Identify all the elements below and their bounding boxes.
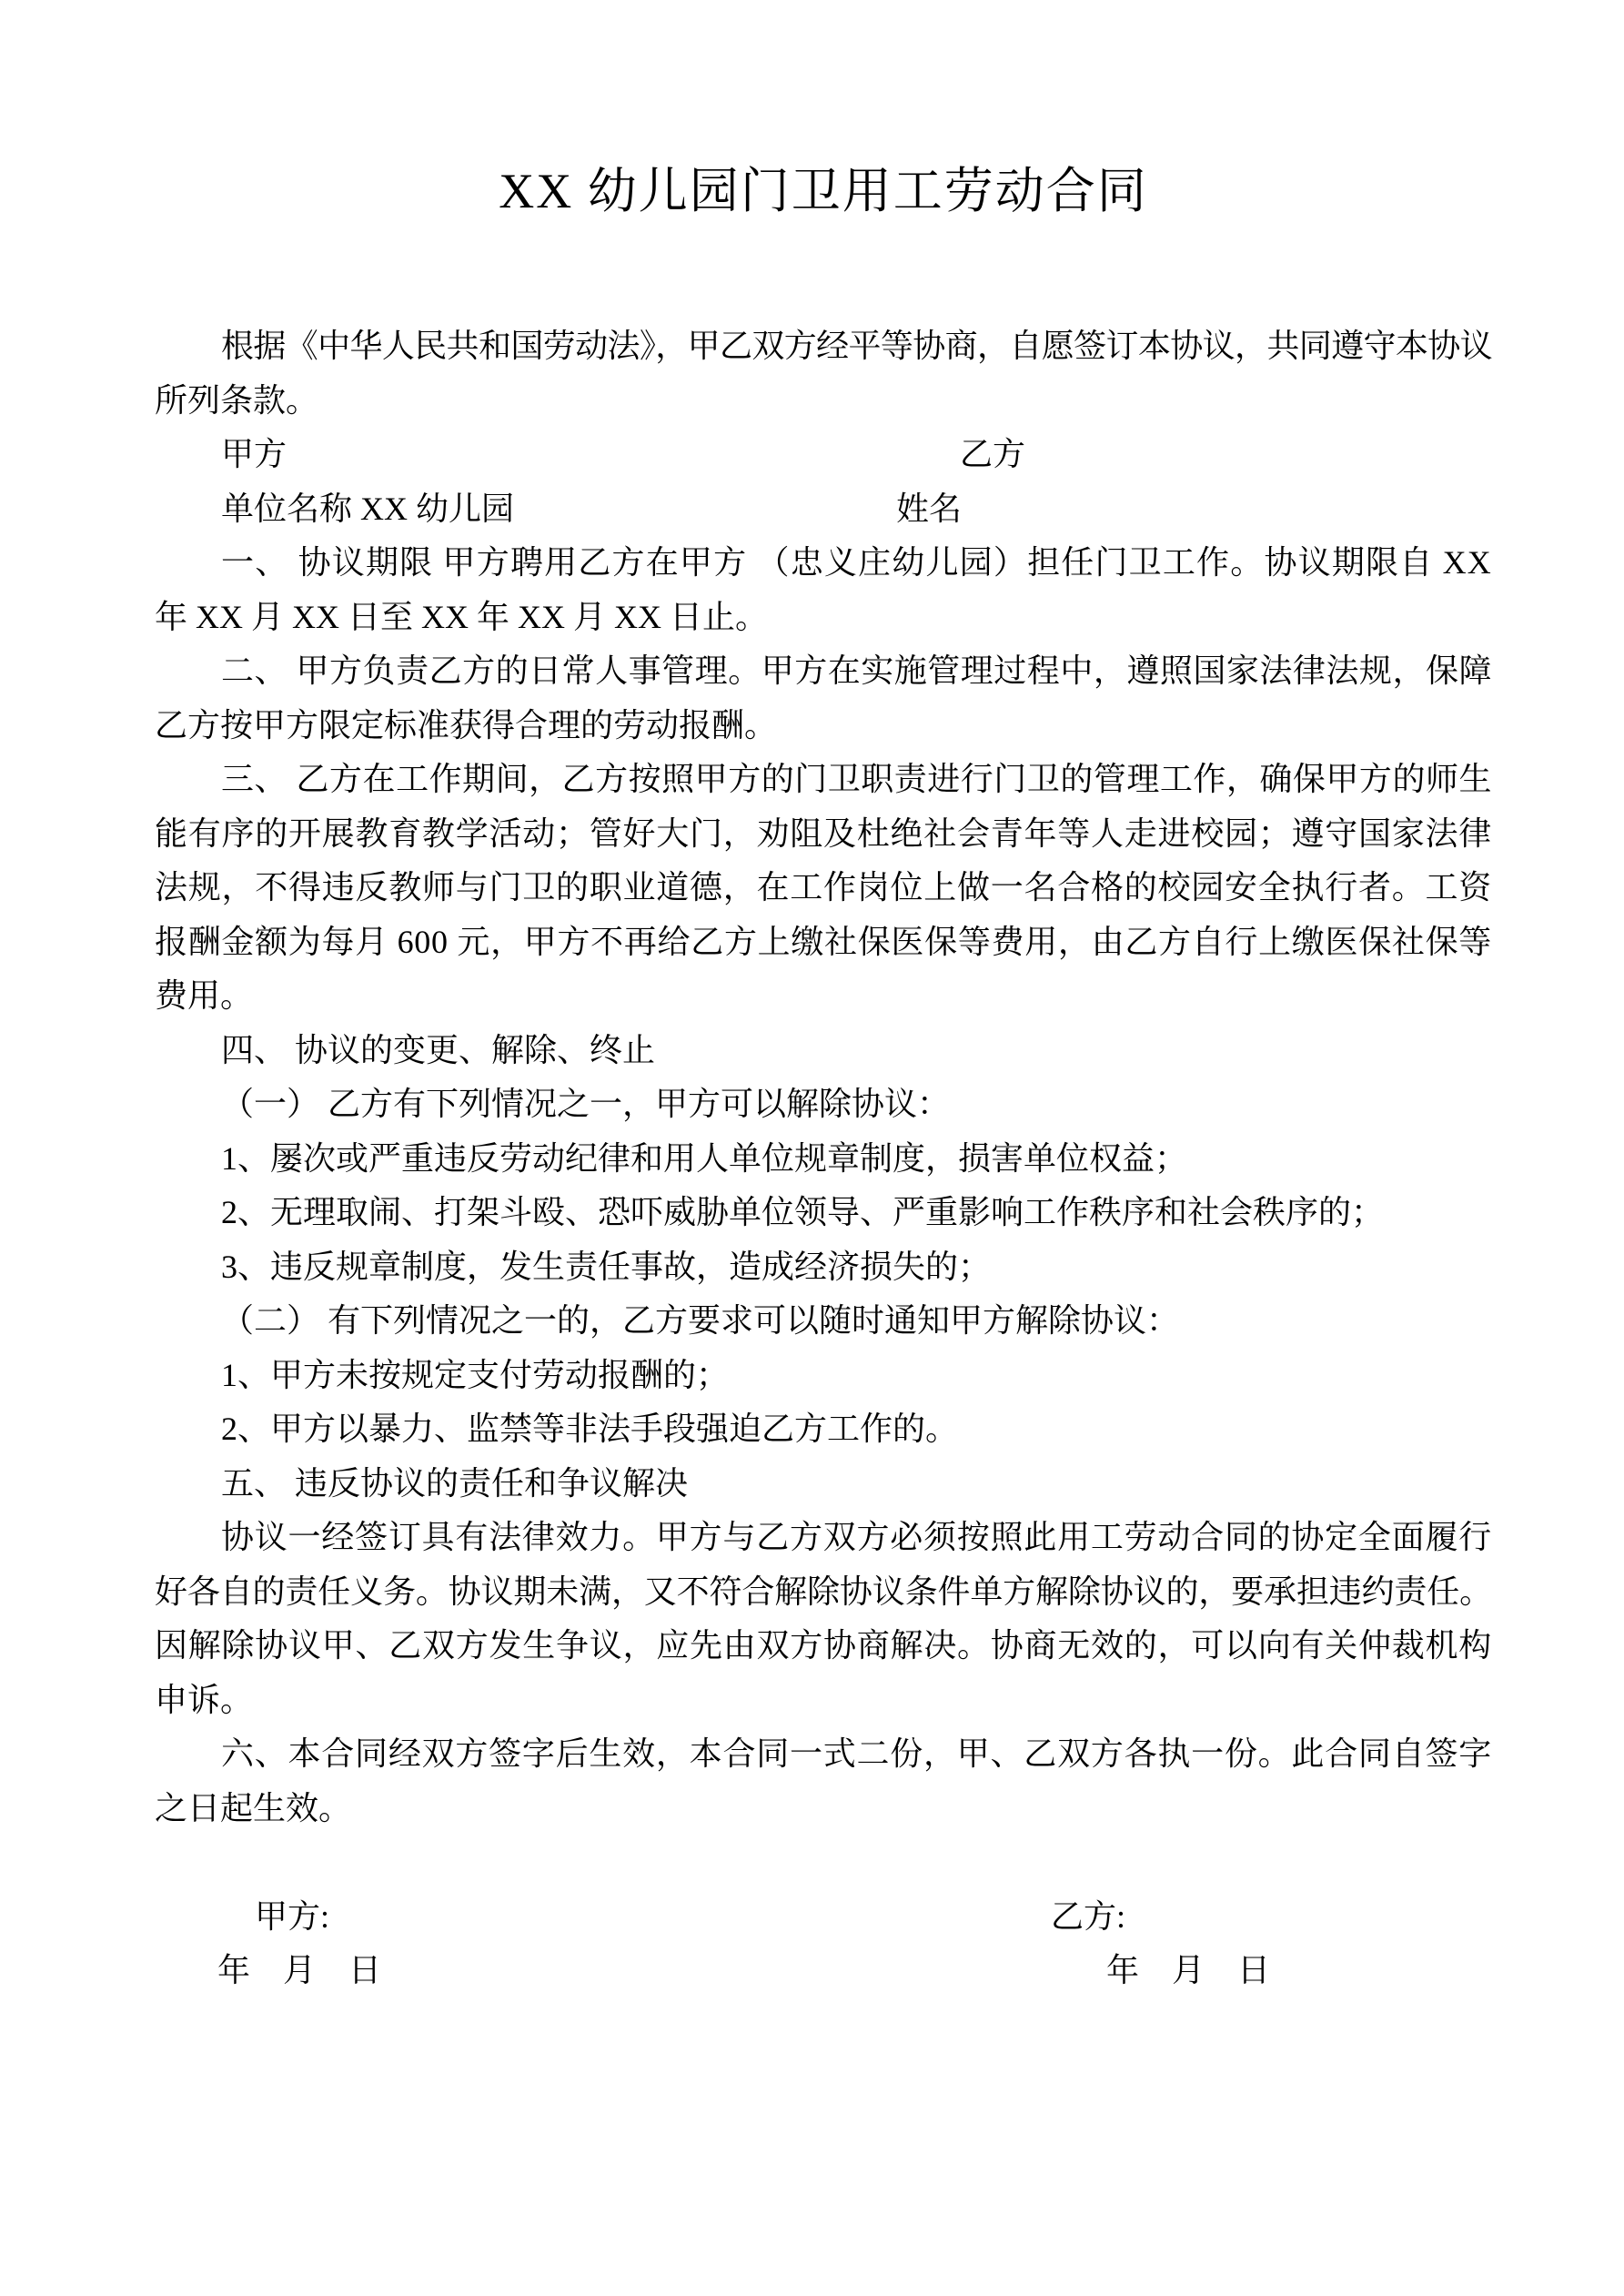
party-b-label: 乙方 xyxy=(960,436,1026,472)
clause-1-paragraph xyxy=(155,536,1492,644)
text-line xyxy=(155,1349,1492,1403)
text-line-content: 3、违反规章制度，发生责任事故，造成经济损失的； xyxy=(221,1248,992,1285)
text-line-content: 三、 乙方在工作期间，乙方按照甲方的门卫职责进行门卫的管理工作，确保甲方的师生 xyxy=(221,761,1492,797)
text-line-content: 乙方按甲方限定标准获得合理的劳动报酬。 xyxy=(155,706,778,743)
text-line-content: 报酬金额为每月 600 元，甲方不再给乙方上缴社保医保等费用，由乙方自行上缴医保社保等 xyxy=(155,923,1492,960)
text-line xyxy=(155,1727,1492,1782)
clause-4-heading xyxy=(155,1024,1492,1078)
text-line xyxy=(155,1186,1492,1240)
text-line-content: 年 XX 月 XX 日至 XX 年 XX 月 XX 日止。 xyxy=(155,598,768,635)
text-line-content: 2、无理取闹、打架斗殴、恐吓威胁单位领导、严重影响工作秩序和社会秩序的； xyxy=(221,1194,1385,1230)
text-line-content: 费用。 xyxy=(155,977,254,1014)
text-line xyxy=(155,1240,1492,1295)
text-line-content: 申诉。 xyxy=(155,1681,254,1718)
text-line-content: 一、 协议期限 甲方聘用乙方在甲方 （忠义庄幼儿园）担任门卫工作。协议期限自 XX xyxy=(221,544,1492,581)
clause-6-paragraph xyxy=(155,1727,1492,1836)
clause-4-item-1-sub-2 xyxy=(155,1186,1492,1240)
text-line xyxy=(155,969,1492,1024)
person-name-label: 姓名 xyxy=(896,490,963,527)
text-line xyxy=(155,753,1492,807)
clause-3-paragraph xyxy=(155,753,1492,1024)
clause-4-item-2-sub-1 xyxy=(155,1349,1492,1403)
text-line-content: 根据《中华人民共和国劳动法》，甲乙双方经平等协商，自愿签订本协议，共同遵守本协议 xyxy=(221,328,1492,364)
text-line xyxy=(155,536,1492,591)
text-line xyxy=(155,807,1492,862)
clause-4-item-2-heading xyxy=(155,1294,1492,1349)
text-line xyxy=(155,1674,1492,1728)
text-line xyxy=(155,1457,1492,1512)
text-line xyxy=(155,861,1492,915)
text-line-content: （一） 乙方有下列情况之一，甲方可以解除协议： xyxy=(221,1086,951,1122)
document-body xyxy=(155,319,1492,1998)
text-line xyxy=(155,1511,1492,1565)
text-line-content: 四、 协议的变更、解除、终止 xyxy=(221,1031,656,1068)
party-a-label: 甲方 xyxy=(221,436,287,472)
document-title: XX 幼儿园门卫用工劳动合同 xyxy=(499,164,1148,218)
party-a-date-label: 年 月 日 xyxy=(217,1952,382,1988)
text-line-content: 之日起生效。 xyxy=(155,1789,352,1826)
text-line-content: 1、屡次或严重违反劳动纪律和用人单位规章制度，损害单位权益； xyxy=(221,1139,1188,1177)
text-line xyxy=(155,1132,1492,1187)
clause-4-item-1-sub-3 xyxy=(155,1240,1492,1295)
text-line-content: 协议一经签订具有法律效力。甲方与乙方双方必须按照此用工劳动合同的协定全面履行 xyxy=(221,1519,1492,1555)
text-line-content: 好各自的责任义务。协议期未满，又不符合解除协议条件单方解除协议的，要承担违约责任。 xyxy=(155,1573,1492,1610)
text-line-content: 因解除协议甲、乙双方发生争议，应先由双方协商解决。协商无效的，可以向有关仲裁机构 xyxy=(155,1627,1492,1664)
text-line-content: 五、 违反协议的责任和争议解决 xyxy=(221,1464,689,1502)
clause-4-item-1-heading xyxy=(155,1077,1492,1132)
text-line xyxy=(155,1294,1492,1349)
text-line xyxy=(155,1402,1492,1457)
text-line xyxy=(155,644,1492,699)
text-line-content: 二、 甲方负责乙方的日常人事管理。甲方在实施管理过程中，遵照国家法律法规，保障 xyxy=(221,652,1492,689)
date-row xyxy=(155,1944,1492,1998)
text-line-content: 1、甲方未按规定支付劳动报酬的； xyxy=(221,1356,730,1393)
text-line-content: 所列条款。 xyxy=(155,381,319,419)
clause-5-heading xyxy=(155,1457,1492,1512)
signature-row xyxy=(155,1890,1492,1945)
clause-5-paragraph xyxy=(155,1511,1492,1727)
text-line xyxy=(155,1565,1492,1620)
clause-2-paragraph xyxy=(155,644,1492,753)
party-b-signature-label: 乙方: xyxy=(1051,1897,1126,1935)
intro-paragraph xyxy=(155,319,1492,428)
unit-name-row xyxy=(155,482,1492,537)
text-line-content: 能有序的开展教育教学活动；管好大门，劝阻及杜绝社会青年等人走进校园；遵守国家法律 xyxy=(155,814,1492,852)
text-line xyxy=(155,1619,1492,1674)
text-line-content: 法规，不得违反教师与门卫的职业道德，在工作岗位上做一名合格的校园安全执行者。工资 xyxy=(155,869,1492,905)
party-row xyxy=(155,428,1492,482)
text-line xyxy=(155,591,1492,645)
text-line xyxy=(155,319,1492,374)
text-line xyxy=(155,1782,1492,1836)
party-b-date-label: 年 月 日 xyxy=(1106,1952,1271,1988)
blank-line xyxy=(155,1836,1492,1890)
text-line xyxy=(155,915,1492,970)
text-line-content: （二） 有下列情况之一的，乙方要求可以随时通知甲方解除协议： xyxy=(221,1302,1180,1339)
text-line xyxy=(155,1024,1492,1078)
unit-name-label: 单位名称 XX 幼儿园 xyxy=(221,490,514,527)
document-content xyxy=(155,0,1492,1998)
text-line-content: 2、甲方以暴力、监禁等非法手段强迫乙方工作的。 xyxy=(221,1411,959,1447)
text-line xyxy=(155,1077,1492,1132)
text-line-content: 六、本合同经双方签字后生效，本合同一式二份，甲、乙双方各执一份。此合同自签字 xyxy=(221,1735,1492,1772)
text-line xyxy=(155,374,1492,429)
clause-4-item-1-sub-1 xyxy=(155,1132,1492,1187)
clause-4-item-2-sub-2 xyxy=(155,1402,1492,1457)
text-line xyxy=(155,699,1492,754)
party-a-signature-label: 甲方: xyxy=(255,1897,330,1935)
